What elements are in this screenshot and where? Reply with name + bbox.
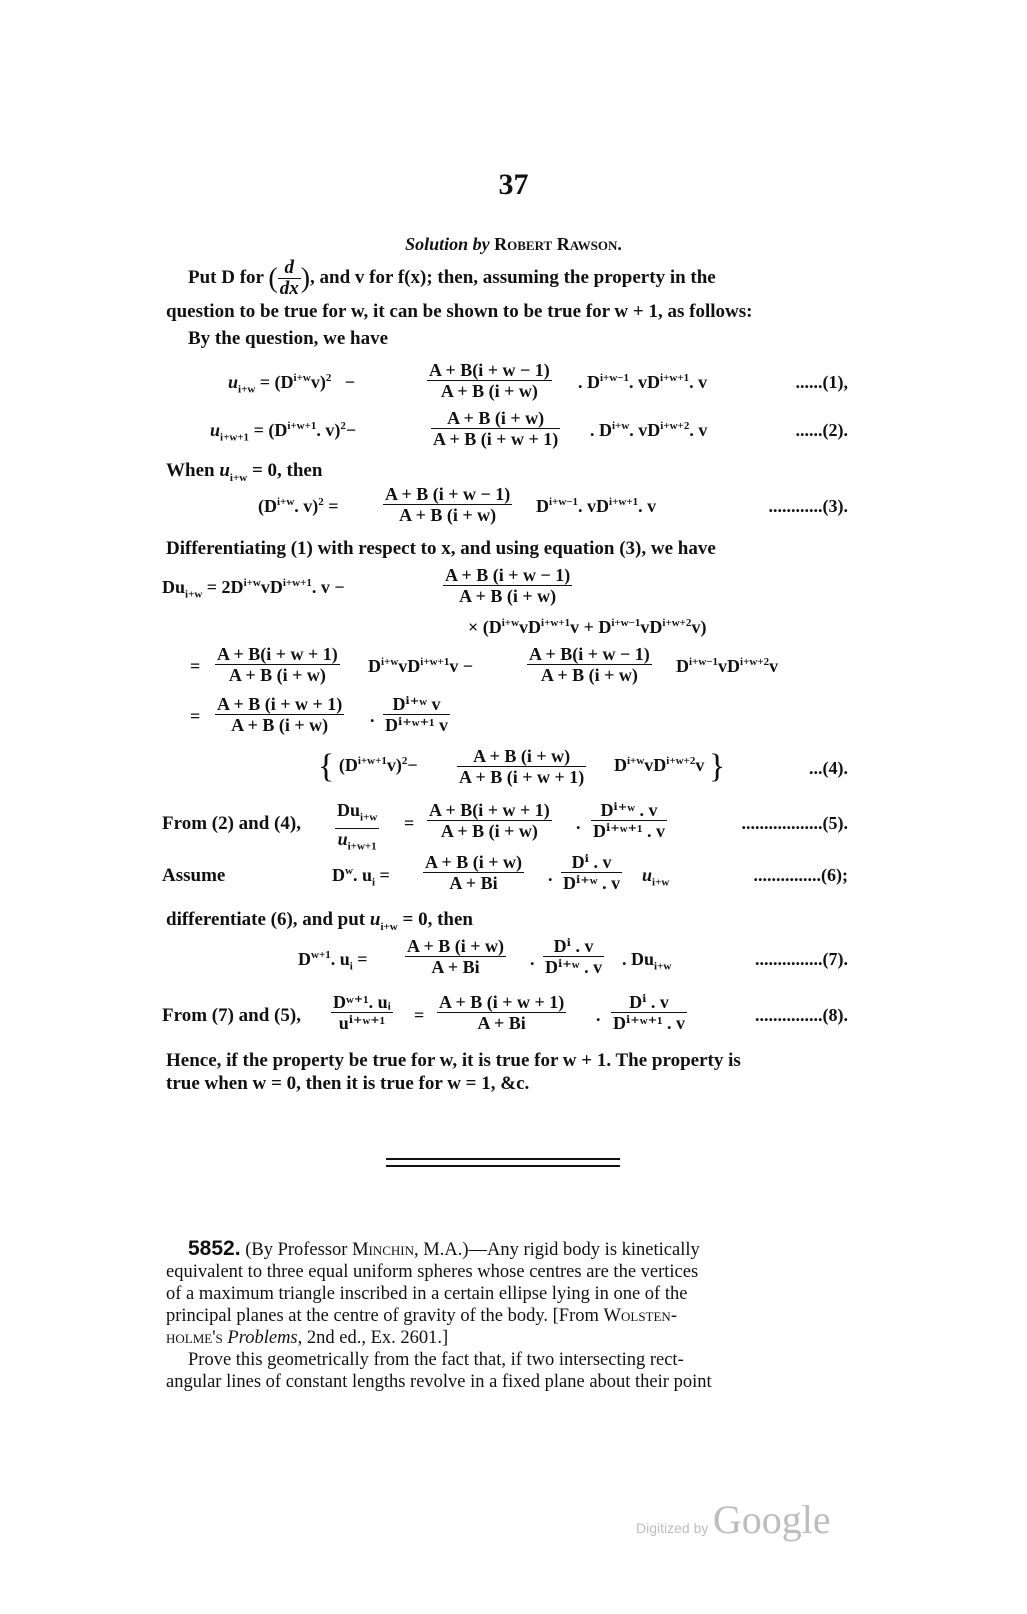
eq4-l3-e: vD [718, 656, 741, 676]
eq1-number: ......(1), [795, 372, 848, 392]
eq6-den1: A + Bi [449, 873, 498, 893]
eq4-l2-sup3: i+w−1 [611, 617, 641, 629]
eq7-den1: A + Bi [431, 957, 480, 977]
conclusion-line-1: Hence, if the property be true for w, it is true for w + 1. The property is [166, 1050, 741, 1071]
eq4-l5-sup3: i+w+2 [666, 755, 696, 768]
eq7-lhs-sup: w+1 [311, 949, 331, 961]
eq2-lhs: u [210, 420, 221, 440]
eq4-l2-b: vD [519, 617, 542, 637]
eq1-num: A + B(i + w − 1) [429, 360, 550, 380]
eq6-lhs-sub: i [371, 876, 376, 889]
when-u: u [219, 460, 230, 481]
eq8-label: From (7) and (5), [162, 1005, 301, 1026]
eq4-c: . v − [311, 577, 345, 597]
eq4-l5-minus: − [407, 755, 418, 776]
eq8-fraction-3 [611, 992, 687, 1033]
eq4-l2-sup4: i+w+2 [662, 617, 692, 629]
eq6-label: Assume [162, 865, 226, 886]
eq6-num2: Dⁱ . v [561, 852, 622, 873]
problem-line-4-b: Wolsten- [603, 1306, 677, 1326]
eq6-equals: = [379, 865, 390, 885]
eq3-tail-sup2: i+w+1 [609, 496, 639, 508]
eq4-l4-num2: Dⁱ⁺ʷ v [383, 694, 450, 715]
section-divider-bottom [386, 1165, 620, 1167]
eq4-l3-d: D [676, 656, 689, 676]
eq4-number: ...(4). [809, 758, 848, 778]
eq8-num3: Dⁱ . v [611, 992, 687, 1013]
page-number: 37 [498, 168, 529, 201]
diff6-u: u [369, 909, 381, 930]
eq8-dot: . [596, 1005, 601, 1025]
eq8-fraction-2 [437, 992, 566, 1033]
problem-author-prefix: (By Professor [245, 1240, 348, 1260]
eq4-fraction-6 [457, 746, 586, 787]
eq5-equals: = [404, 813, 415, 833]
problem-number: 5852. [188, 1237, 241, 1260]
eq4-l5-d: vD [644, 755, 667, 776]
eq3-den: A + B (i + w) [399, 505, 497, 525]
paren-close: ) [300, 263, 311, 294]
eq4-fraction-3 [527, 644, 652, 685]
eq2-tail-b: . vD [629, 420, 661, 440]
eq7-dot: . [530, 949, 535, 969]
eq4-l5-num: A + B (i + w) [457, 746, 586, 767]
equation-4-line-3 [190, 644, 848, 690]
paren-open: ( [268, 263, 278, 294]
eq7-fraction-1 [405, 936, 506, 977]
eq6-number: ...............(6); [753, 865, 848, 885]
equation-4-line-5 [318, 744, 848, 794]
d-dx-fraction [278, 258, 301, 299]
eq6-lhs-sup: w [345, 865, 353, 877]
eq4-l3-den1: A + B (i + w) [228, 665, 326, 685]
eq2-sup: i+w+1 [287, 420, 317, 432]
problem-line-3: of a maximum triangle inscribed in a certain ellipse lying in one of the [166, 1284, 688, 1304]
eq6-dot: . [548, 865, 553, 885]
eq7-num1: A + B (i + w) [407, 936, 505, 956]
eq7-fraction-2 [543, 936, 604, 977]
section-divider-top [386, 1158, 620, 1160]
eq4-sup2: i+w+1 [282, 577, 312, 589]
eq4-l4-num1: A + B (i + w + 1) [217, 694, 343, 714]
eq5-num1-text: Du [337, 800, 361, 820]
eq4-l3-sup3: i+w−1 [689, 656, 719, 668]
eq3-lhs-b: . v) [294, 496, 319, 516]
when-text-a: When [166, 460, 215, 481]
eq7-num2: Dⁱ . v [543, 936, 604, 957]
diff6-sub: i+w [380, 920, 398, 933]
eq4-l3-b: vD [398, 656, 421, 676]
equation-1: $u_{i+w} = (D^{i+w}v)^2$ − $\frac{A + B(i + w - 1)}{A + B (i + w)}$ . $D^{i+w-1}$. $vD^{i+w+1}$. v ......(1), [228, 360, 848, 401]
eq5-den1-sub: i+w+1 [347, 840, 377, 853]
eq2-tail-c: . v [689, 420, 708, 440]
eq5-label: From (2) and (4), [162, 813, 301, 834]
eq4-l4-den1: A + B (i + w) [231, 715, 329, 735]
eq4-l3-num1: A + B(i + w + 1) [217, 644, 338, 664]
eq1-tail-sup2: i+w+1 [660, 372, 690, 384]
problem-line-5-a: holme's [166, 1328, 223, 1348]
eq6-tail: u [642, 865, 653, 885]
eq5-fraction-3 [591, 800, 667, 841]
solution-heading [0, 234, 1027, 255]
eq5-den3: Dⁱ⁺ʷ⁺¹ . v [593, 821, 665, 841]
eq2-fraction [431, 408, 560, 449]
diff6-text-b: = 0, then [402, 909, 473, 930]
eq7-den2: Dⁱ⁺ʷ . v [545, 957, 603, 977]
eq4-rhs: = 2D [206, 577, 244, 597]
eq5-num2: A + B(i + w + 1) [429, 800, 550, 820]
eq3-lhs-sup: i+w [277, 496, 295, 508]
problem-line-5-c: , 2nd ed., Ex. 2601.] [297, 1328, 449, 1348]
eq6-num1: A + B (i + w) [425, 852, 523, 872]
equation-7 [298, 936, 848, 984]
eq3-number: ............(3). [768, 496, 848, 516]
intro-text-b: , and v for f(x); then, assuming the property in the [310, 266, 716, 288]
eq5-fraction-2 [427, 800, 552, 841]
eq6-fraction-2 [561, 852, 622, 893]
eq8-den2: A + Bi [477, 1013, 526, 1033]
eq3-tail: D [536, 496, 549, 516]
eq4-l3-f: v [769, 656, 779, 676]
eq5-dot: . [576, 813, 581, 833]
eq3-equals: = [328, 496, 339, 516]
solution-author: Robert Rawson. [494, 234, 622, 254]
problem-line-1 [166, 1238, 866, 1261]
watermark-small-text: Digitized by [636, 1520, 709, 1536]
eq4-l4-den2: Dⁱ⁺ʷ⁺¹ v [385, 715, 448, 735]
eq6-den2: Dⁱ⁺ʷ . v [563, 873, 621, 893]
problem-line-6: Prove this geometrically from the fact that, if two intersecting rect- [188, 1350, 684, 1370]
eq2-tail-sup2: i+w+2 [660, 420, 690, 432]
eq1-sq: 2 [325, 372, 332, 384]
eq4-l3-c: v − [449, 656, 474, 676]
intro-text-a: Put D for [188, 266, 264, 288]
equation-5 [162, 800, 848, 853]
equation-4-line-2 [468, 617, 706, 638]
eq4-l4-eq: = [190, 706, 201, 726]
eq1-lhs-sub: i+w [238, 383, 256, 396]
eq2-sq: 2 [340, 420, 346, 432]
brace-close: } [708, 748, 726, 785]
digitized-by-google-watermark [636, 1496, 831, 1543]
eq1-lhs: u [228, 372, 239, 392]
eq4-l2-c: v + D [570, 617, 612, 637]
when-sub: i+w [229, 471, 248, 484]
eq4-num1: A + B (i + w − 1) [445, 565, 571, 585]
eq4-sup1: i+w [243, 577, 261, 589]
differentiating-line: Differentiating (1) with respect to x, and using equation (3), we have [166, 538, 716, 559]
eq2-lhs-sub: i+w+1 [220, 431, 250, 444]
eq4-l2-a: × (D [468, 617, 502, 637]
intro-line-3: By the question, we have [188, 328, 389, 349]
eq4-l2-e: v) [691, 617, 707, 637]
when-text-b: = 0, then [251, 460, 323, 481]
eq8-num2: A + B (i + w + 1) [439, 992, 565, 1012]
equation-3 [258, 484, 848, 530]
brace-open: { [318, 748, 335, 785]
eq5-num3: Dⁱ⁺ʷ . v [591, 800, 667, 821]
intro-line-2: question to be true for w, it can be shown to be true for w + 1, as follows: [166, 301, 753, 322]
problem-line-5 [166, 1327, 866, 1349]
eq4-l5-e: v [695, 755, 705, 776]
eq1-tail-sup1: i+w−1 [600, 372, 630, 384]
eq2-number: ......(2). [795, 420, 848, 440]
diff6-text-a: differentiate (6), and put [166, 909, 366, 930]
eq4-l3-eq: = [190, 656, 201, 676]
eq3-lhs: (D [258, 496, 277, 516]
equation-6 [162, 852, 848, 900]
problem-line-7: angular lines of constant lengths revolve in a fixed plane about their point [166, 1372, 712, 1392]
eq4-l5-b: v) [386, 755, 402, 776]
eq4-l5-sup2: i+w [627, 755, 645, 768]
problem-5852 [166, 1238, 866, 1393]
eq2-den: A + B (i + w + 1) [433, 429, 559, 449]
eq4-l4-dot: . [370, 706, 375, 726]
eq2-rhs-b: . v) [316, 420, 341, 440]
d-den: dx [279, 278, 299, 299]
problem-author: Minchin [352, 1240, 415, 1260]
eq7-tail: . Du [622, 949, 655, 969]
intro-line-1 [166, 258, 866, 299]
eq1-den: A + B (i + w) [440, 381, 538, 401]
eq5-num1 [335, 800, 379, 829]
eq4-l3-sup4: i+w+2 [740, 656, 770, 668]
eq7-number: ...............(7). [755, 949, 848, 969]
eq2-tail: . D [590, 420, 612, 440]
eq5-num1-sub: i+w [360, 811, 378, 824]
eq6-tail-sub: i+w [652, 876, 670, 889]
equation-4-line-4 [190, 694, 690, 740]
eq1-tail-b: . vD [629, 372, 661, 392]
eq5-den2: A + B (i + w) [440, 821, 538, 841]
eq1-rhs-b: v) [310, 372, 326, 392]
problem-line-5-b: Problems [227, 1328, 298, 1348]
equation-2: $u_{i+w+1} = (D^{i+w+1}$. v)$^2$− $\frac{A + B (i + w)}{A + B (i + w + 1)}$ . $D^{i+w}$. $vD^{i+w+2}$. v ......(2). [210, 408, 848, 449]
eq4-l3-den2: A + B (i + w) [540, 665, 638, 685]
eq4-l3-sup2: i+w+1 [420, 656, 450, 668]
eq8-den1: uⁱ⁺ʷ⁺¹ [338, 1013, 386, 1033]
eq4-l2-d: vD [640, 617, 663, 637]
eq4-l5-a: (D [338, 755, 358, 776]
eq8-num1: Dʷ⁺¹. uᵢ [333, 992, 391, 1012]
eq1-tail: . D [578, 372, 600, 392]
eq4-l5-den: A + B (i + w + 1) [459, 767, 585, 787]
eq6-lhs-b: . u [352, 865, 372, 885]
eq4-l2-sup2: i+w+1 [541, 617, 571, 629]
eq3-tail-c: . v [638, 496, 657, 516]
eq7-tail-sub: i+w [654, 960, 672, 973]
eq2-rhs: = (D [253, 420, 288, 440]
eq4-l5-c: D [614, 755, 627, 776]
eq4-fraction-5 [383, 694, 450, 735]
eq4-den1: A + B (i + w) [459, 586, 557, 606]
eq3-tail-sup1: i+w−1 [549, 496, 579, 508]
eq4-lhs-sub: i+w [185, 588, 203, 601]
eq5-number: ..................(5). [741, 813, 848, 833]
d-num: d [278, 258, 301, 279]
eq5-den1-text: u [337, 828, 348, 849]
eq4-l5-sq: 2 [401, 755, 408, 768]
problem-line-2: equivalent to three equal uniform spheres whose centres are the vertices [166, 1262, 699, 1282]
eq1-sup: i+w [293, 372, 311, 384]
eq1-rhs: = (D [259, 372, 294, 392]
problem-author-suffix: , M.A.)—Any rigid body is kinetically [414, 1240, 700, 1260]
eq4-l2-sup1: i+w [501, 617, 520, 629]
eq7-lhs-b: . u [330, 949, 350, 969]
equation-4-line-1 [162, 565, 848, 611]
eq7-lhs: D [298, 949, 311, 969]
problem-line-4 [166, 1305, 866, 1327]
problem-line-4-a: principal planes at the centre of gravity of the body. [From [166, 1306, 599, 1326]
eq3-fraction [383, 484, 512, 525]
eq8-number: ...............(8). [755, 1005, 848, 1025]
eq6-fraction-1 [423, 852, 524, 893]
eq5-fraction-1 [335, 800, 379, 856]
eq7-equals: = [357, 949, 368, 969]
eq8-fraction-1 [331, 992, 393, 1033]
eq2-tail-sup1: i+w [612, 420, 630, 432]
eq4-l3-a: D [368, 656, 381, 676]
eq1-tail-c: . v [689, 372, 708, 392]
eq7-lhs-sub: i [349, 960, 353, 973]
watermark-logo-text: Google [712, 1497, 831, 1542]
equation-8 [162, 992, 848, 1040]
eq8-equals: = [414, 1005, 425, 1025]
conclusion-line-2: true when w = 0, then it is true for w = 1, &c. [166, 1073, 530, 1094]
eq3-tail-b: . vD [578, 496, 610, 516]
eq4-b: vD [260, 577, 283, 597]
eq4-lhs: Du [162, 577, 186, 597]
eq2-num: A + B (i + w) [431, 408, 560, 429]
eq8-den3: Dⁱ⁺ʷ⁺¹ . v [613, 1013, 685, 1033]
eq4-l3-sup1: i+w [381, 656, 399, 668]
eq4-fraction-1 [443, 565, 572, 606]
eq1-fraction [427, 360, 552, 401]
eq4-fraction-2 [215, 644, 340, 685]
eq4-l3-num2: A + B(i + w − 1) [529, 644, 650, 664]
eq3-num: A + B (i + w − 1) [385, 484, 511, 504]
eq3-sq: 2 [318, 496, 324, 508]
eq4-fraction-4 [215, 694, 344, 735]
solution-heading-prefix: Solution by [405, 234, 490, 254]
eq6-lhs: D [332, 865, 345, 885]
eq4-l5-sup1: i+w+1 [357, 755, 387, 768]
